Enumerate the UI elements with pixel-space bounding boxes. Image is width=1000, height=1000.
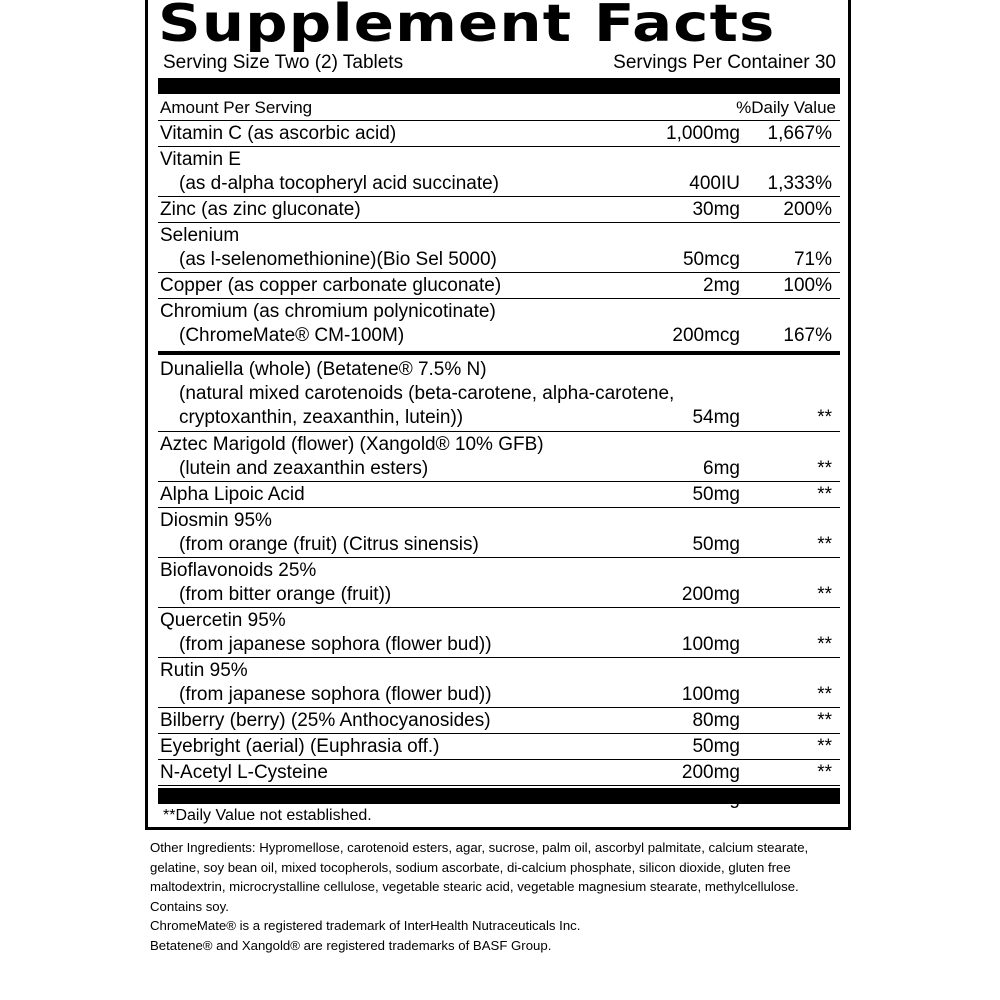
nutrient-amount: 50mg bbox=[692, 484, 740, 505]
vitamin-rows bbox=[158, 120, 840, 348]
nutrient-name: Selenium bbox=[160, 225, 240, 246]
serving-size: Serving Size Two (2) Tablets bbox=[163, 52, 404, 73]
nutrient-amount: 200mcg bbox=[672, 325, 740, 346]
nutrient-amount: 50mcg bbox=[682, 249, 740, 270]
nutrient-row bbox=[158, 507, 840, 557]
nutrient-amount: 1,000mg bbox=[666, 123, 740, 144]
nutrient-daily-value: ** bbox=[817, 584, 832, 605]
trademark-note: ChromeMate® is a registered trademark of InterHealth Nutraceuticals Inc. bbox=[150, 918, 581, 933]
nutrient-amount: 100mg bbox=[681, 684, 740, 705]
nutrient-amount: 400IU bbox=[689, 173, 740, 194]
nutrient-source: (from bitter orange (fruit)) bbox=[179, 584, 392, 605]
nutrient-amount: 200mg bbox=[681, 762, 740, 783]
nutrient-name: Copper (as copper carbonate gluconate) bbox=[160, 275, 502, 296]
nutrient-daily-value: ** bbox=[817, 407, 832, 428]
supplement-facts-panel bbox=[145, 0, 851, 830]
nutrient-source: (lutein and zeaxanthin esters) bbox=[179, 458, 429, 479]
nutrient-daily-value: 200% bbox=[783, 199, 832, 220]
nutrient-name: Dunaliella (whole) (Betatene® 7.5% N) bbox=[160, 359, 487, 380]
nutrient-row bbox=[158, 733, 840, 759]
serving-info bbox=[163, 50, 836, 76]
nutrient-row bbox=[158, 759, 840, 785]
medium-divider bbox=[158, 351, 840, 355]
nutrient-name: Aztec Marigold (flower) (Xangold® 10% GFB) bbox=[160, 434, 544, 455]
nutrient-row bbox=[158, 196, 840, 222]
thick-divider-bottom bbox=[158, 788, 840, 804]
nutrient-amount: 2mg bbox=[703, 275, 740, 296]
thick-divider-top bbox=[158, 78, 840, 94]
nutrient-source: (natural mixed carotenoids (beta-carotene, alpha-carotene, bbox=[179, 383, 675, 404]
nutrient-source: cryptoxanthin, zeaxanthin, lutein)) bbox=[179, 407, 464, 428]
nutrient-row bbox=[158, 707, 840, 733]
nutrient-amount: 54mg bbox=[692, 407, 740, 428]
nutrient-amount: 200mg bbox=[681, 584, 740, 605]
nutrient-amount: 6mg bbox=[703, 458, 740, 479]
nutrient-name: Alpha Lipoic Acid bbox=[160, 484, 305, 505]
nutrient-amount: 50mg bbox=[692, 736, 740, 757]
panel-title: Supplement Facts bbox=[158, 0, 776, 54]
nutrient-daily-value: 1,333% bbox=[767, 173, 832, 194]
column-header bbox=[160, 97, 836, 119]
nutrient-name: Bioflavonoids 25% bbox=[160, 560, 317, 581]
nutrient-amount: 50mg bbox=[692, 534, 740, 555]
nutrient-name: Zinc (as zinc gluconate) bbox=[160, 199, 361, 220]
nutrient-daily-value: 100% bbox=[783, 275, 832, 296]
nutrient-daily-value: 1,667% bbox=[767, 123, 832, 144]
other-ingredients bbox=[150, 838, 850, 955]
nutrient-amount: 80mg bbox=[692, 710, 740, 731]
daily-value-footnote: **Daily Value not established. bbox=[163, 807, 372, 824]
nutrient-row bbox=[158, 298, 840, 348]
nutrient-name: Vitamin C (as ascorbic acid) bbox=[160, 123, 397, 144]
nutrient-name: Bilberry (berry) (25% Anthocyanosides) bbox=[160, 710, 491, 731]
trademark-note: Betatene® and Xangold® are registered trademarks of BASF Group. bbox=[150, 937, 552, 953]
nutrient-row bbox=[158, 431, 840, 481]
nutrient-amount: 30mg bbox=[692, 199, 740, 220]
nutrient-daily-value: 71% bbox=[793, 249, 832, 270]
nutrient-row bbox=[158, 272, 840, 298]
amount-per-serving-label: Amount Per Serving bbox=[160, 98, 313, 117]
nutrient-name: N-Acetyl L-Cysteine bbox=[160, 762, 328, 783]
nutrient-amount: 100mg bbox=[681, 634, 740, 655]
nutrient-row bbox=[158, 481, 840, 507]
nutrient-daily-value: ** bbox=[817, 634, 832, 655]
nutrient-daily-value: ** bbox=[817, 710, 832, 731]
nutrient-source: (from japanese sophora (flower bud)) bbox=[179, 684, 492, 705]
nutrient-row bbox=[158, 657, 840, 707]
nutrient-row bbox=[158, 120, 840, 146]
nutrient-row bbox=[158, 557, 840, 607]
nutrient-daily-value: ** bbox=[817, 534, 832, 555]
nutrient-row bbox=[158, 607, 840, 657]
nutrient-row bbox=[158, 222, 840, 272]
other-ingredients-text: Other Ingredients: Hypromellose, carotenoid esters, agar, sucrose, palm oil, ascorbyl palmitate, calcium stearate, gelatine, soy bean oil, mixed tocopherols, sodium ascorbate, di-calcium phosphate, silicon dioxide, gluten free maltodextrin, microcrystalline cellulose, vegetable stearic acid, vegetable magnesium stearate, methylcellulose. Contains soy. bbox=[150, 840, 809, 914]
nutrient-source: (as l-selenomethionine)(Bio Sel 5000) bbox=[179, 249, 497, 270]
other-nutrient-rows bbox=[158, 357, 840, 811]
nutrient-name: Eyebright (aerial) (Euphrasia off.) bbox=[160, 736, 440, 757]
nutrient-source: (ChromeMate® CM-100M) bbox=[179, 325, 405, 346]
nutrient-source: (from orange (fruit) (Citrus sinensis) bbox=[179, 534, 479, 555]
nutrient-name: Vitamin E bbox=[160, 149, 241, 170]
servings-per-container: Servings Per Container 30 bbox=[613, 52, 836, 73]
nutrient-name: Chromium (as chromium polynicotinate) bbox=[160, 301, 496, 322]
nutrient-name: Rutin 95% bbox=[160, 660, 248, 681]
nutrient-name: Quercetin 95% bbox=[160, 610, 286, 631]
nutrient-daily-value: ** bbox=[817, 458, 832, 479]
nutrient-daily-value: ** bbox=[817, 736, 832, 757]
nutrient-row bbox=[158, 357, 840, 431]
daily-value-label: %Daily Value bbox=[736, 98, 836, 117]
nutrient-daily-value: ** bbox=[817, 762, 832, 783]
nutrient-name: Diosmin 95% bbox=[160, 510, 272, 531]
nutrient-source: (from japanese sophora (flower bud)) bbox=[179, 634, 492, 655]
nutrient-source: (as d-alpha tocopheryl acid succinate) bbox=[179, 173, 500, 194]
nutrient-daily-value: 167% bbox=[783, 325, 832, 346]
nutrient-daily-value: ** bbox=[817, 684, 832, 705]
nutrient-daily-value: ** bbox=[817, 484, 832, 505]
nutrient-row bbox=[158, 146, 840, 196]
